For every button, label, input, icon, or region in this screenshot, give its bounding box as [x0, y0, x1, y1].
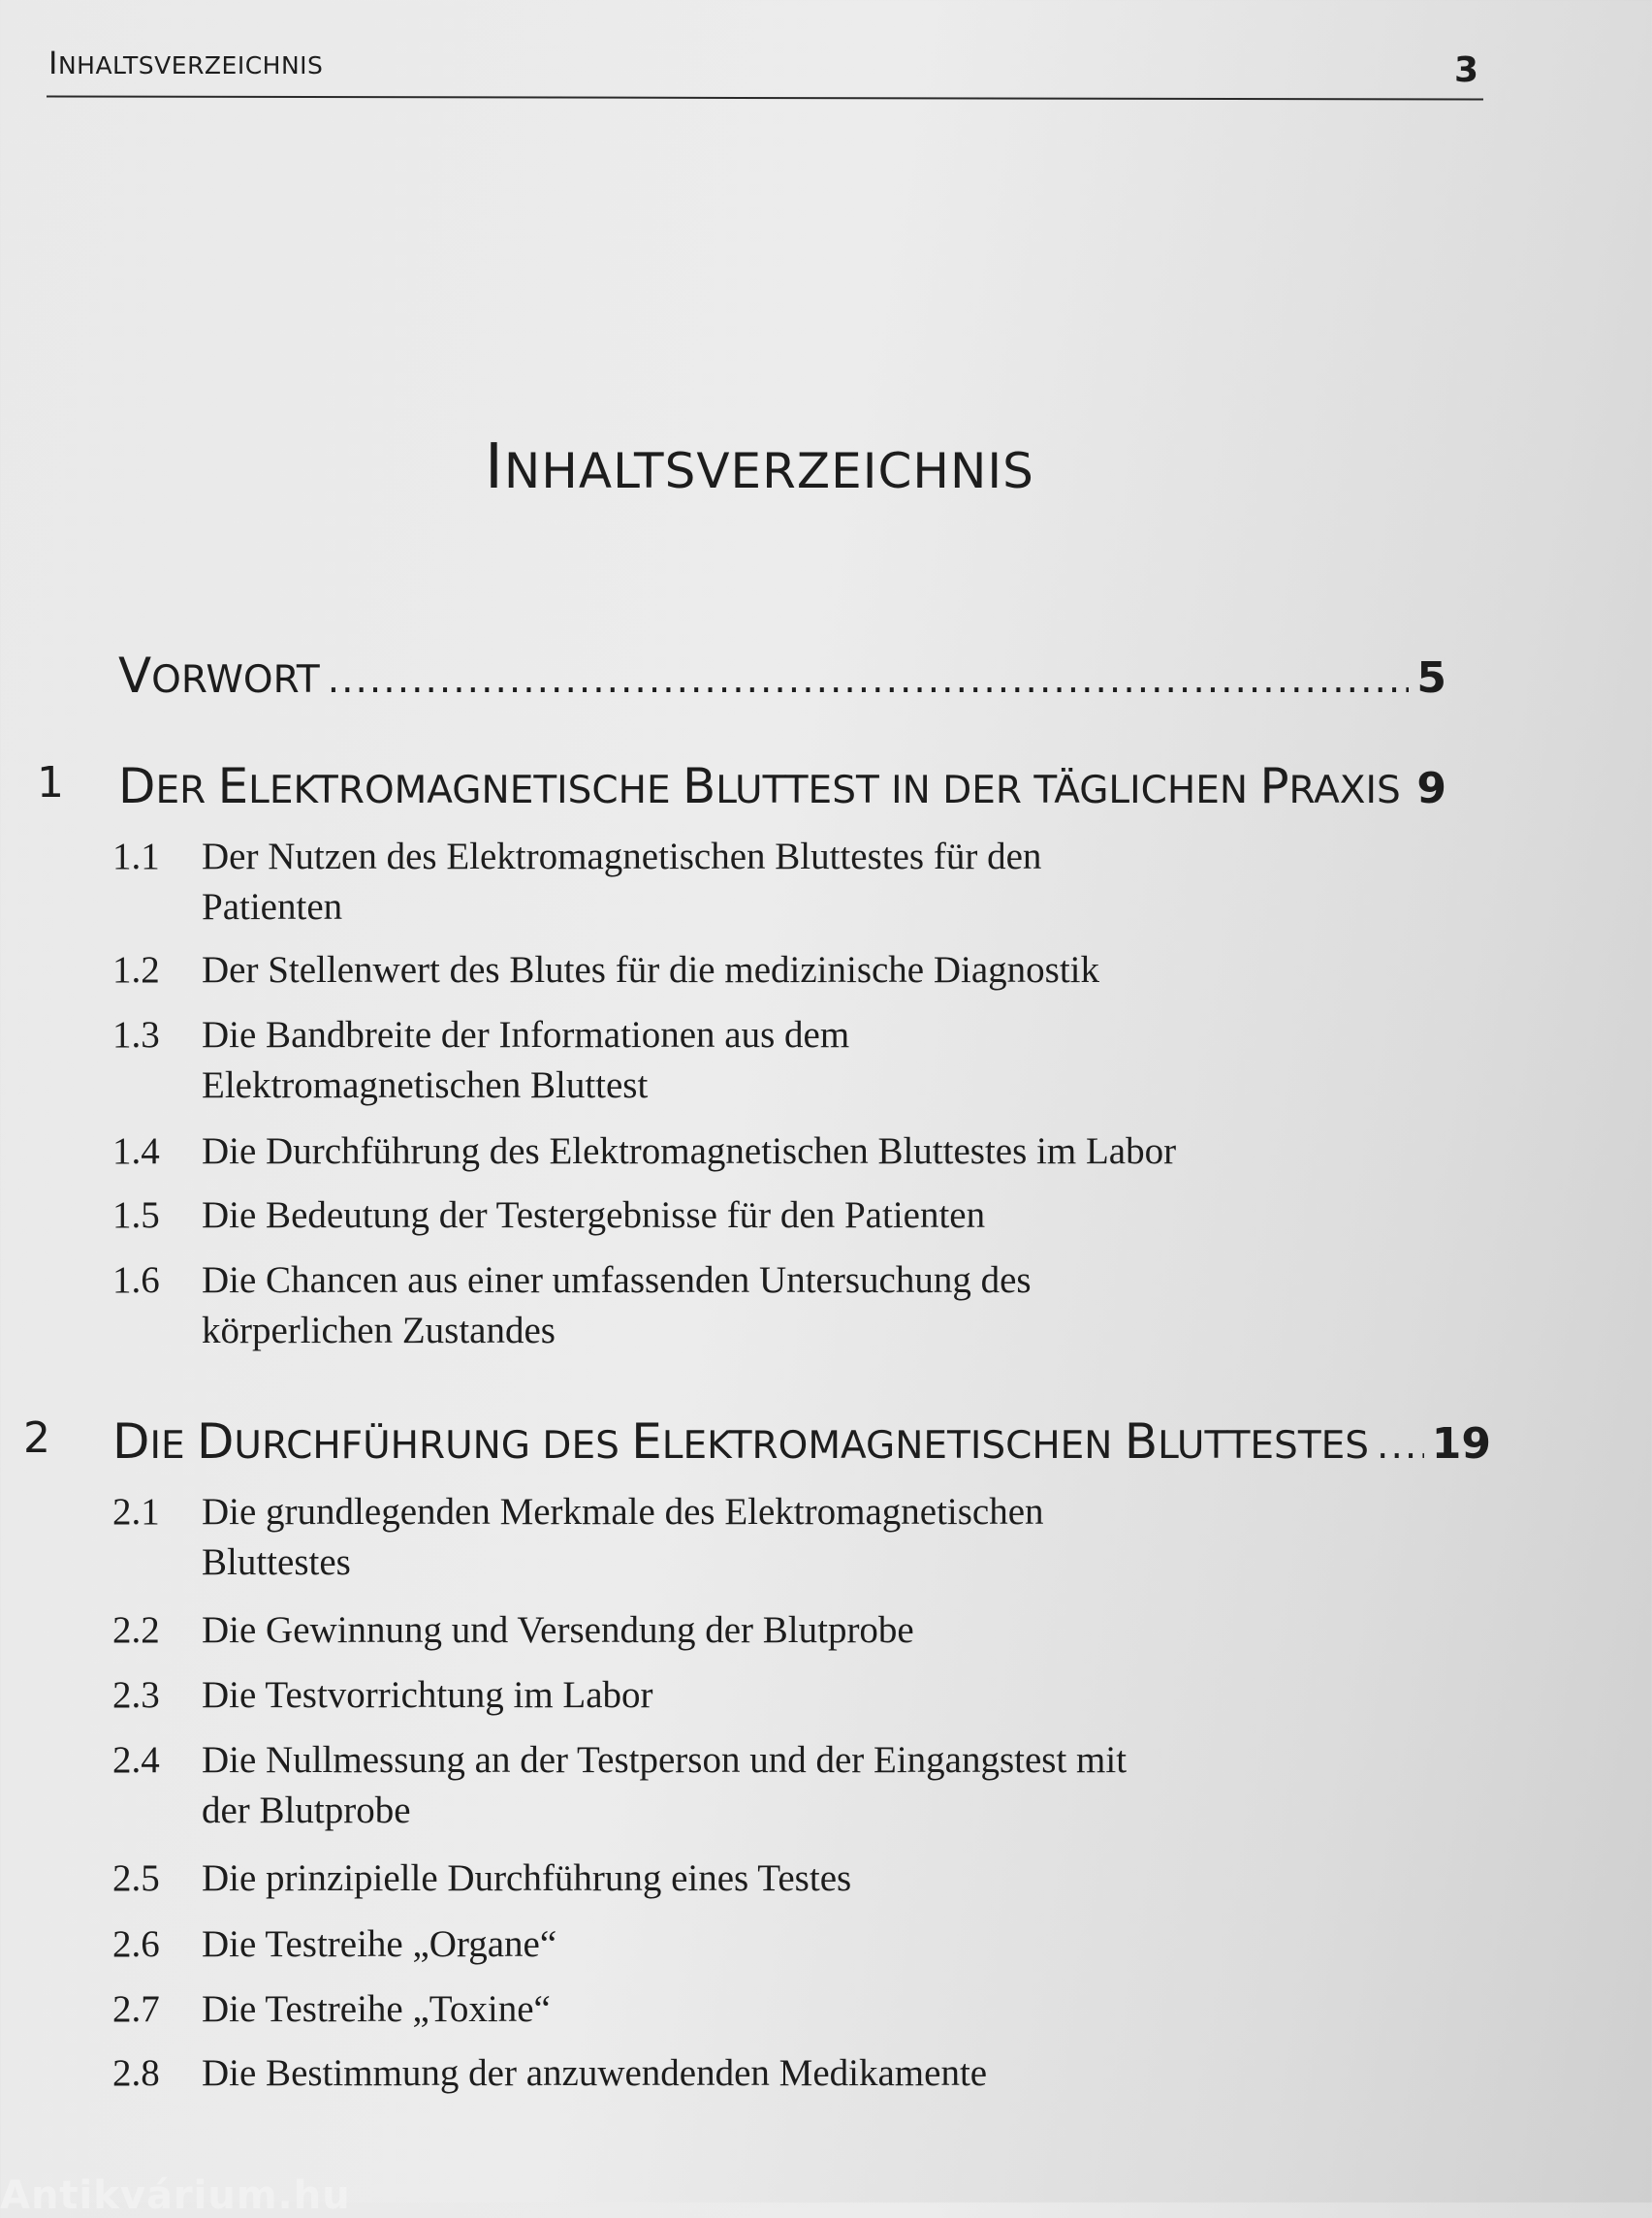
toc-chapter-2[interactable] — [23, 1413, 1491, 1470]
section-title: Die Chancen aus einer umfassenden Untersuchung des körperlichen Zustandes — [202, 1259, 1032, 1351]
section-title: Die Testvorrichtung im Labor — [202, 1674, 653, 1716]
section-number: 2.4 — [112, 1739, 160, 1781]
section-title: Der Nutzen des Elektromagnetischen Bluttestes für den Patienten — [202, 836, 1042, 928]
section-number: 1.2 — [112, 949, 160, 991]
section-title: Die Bandbreite der Informationen aus dem Elektromagnetischen Bluttest — [202, 1014, 850, 1106]
dot-leader — [328, 658, 1410, 702]
watermark: Antikvárium.hu — [0, 2173, 351, 2218]
section-number: 1.5 — [112, 1194, 160, 1236]
section-number: 1.6 — [112, 1259, 160, 1301]
dot-leader — [1377, 1424, 1424, 1468]
section-number: 1.3 — [112, 1014, 160, 1056]
chapter-1-page: 9 — [1416, 764, 1446, 813]
header-rule — [47, 95, 1483, 100]
toc-title: INHALTSVERZEICHNIS — [485, 431, 1034, 503]
section-number: 2.3 — [112, 1674, 160, 1716]
section-number: 1.1 — [112, 836, 160, 877]
section-number: 2.7 — [112, 1988, 160, 2030]
section-title: Die Gewinnung und Versendung der Blutprobe — [202, 1609, 914, 1651]
running-page-number: 3 — [1454, 50, 1479, 90]
section-number: 2.6 — [112, 1923, 160, 1965]
section-number: 2.8 — [112, 2052, 160, 2094]
dot-leader — [1409, 769, 1410, 812]
section-title: Die prinzipielle Durchführung eines Testes — [202, 1857, 852, 1899]
section-title: Die Bestimmung der anzuwendenden Medikamente — [202, 2052, 988, 2094]
chapter-2-page: 19 — [1431, 1419, 1491, 1469]
section-title: Die grundlegenden Merkmale des Elektromagnetischen Bluttestes — [202, 1491, 1044, 1583]
toc-vorwort[interactable] — [118, 648, 1446, 704]
section-title: Die Durchführung des Elektromagnetischen Bluttestes im Labor — [202, 1130, 1177, 1172]
section-title: Die Bedeutung der Testergebnisse für den Patienten — [202, 1194, 986, 1236]
section-number: 2.5 — [112, 1857, 160, 1899]
toc-chapter-1[interactable] — [37, 758, 1446, 814]
vorwort-title: VORWORT — [118, 648, 320, 704]
section-title: Die Testreihe „Organe“ — [202, 1923, 557, 1965]
section-title: Die Testreihe „Toxine“ — [202, 1988, 551, 2030]
chapter-2-title: DIE DURCHFÜHRUNG DES ELEKTROMAGNETISCHEN BLUTTESTES — [112, 1413, 1370, 1470]
chapter-1-number: 1 — [37, 758, 64, 808]
section-title: Der Stellenwert des Blutes für die medizinische Diagnostik — [202, 949, 1100, 991]
section-number: 1.4 — [112, 1130, 160, 1172]
chapter-1-title: DER ELEKTROMAGNETISCHE BLUTTEST IN DER TÄGLICHEN PRAXIS — [118, 758, 1401, 814]
vorwort-page: 5 — [1416, 653, 1446, 703]
running-head: INHALTSVERZEICHNIS — [48, 45, 324, 81]
section-title: Die Nullmessung an der Testperson und der Eingangstest mit der Blutprobe — [202, 1739, 1128, 1831]
section-number: 2.1 — [112, 1491, 160, 1533]
section-number: 2.2 — [112, 1609, 160, 1651]
chapter-2-number: 2 — [23, 1413, 50, 1463]
